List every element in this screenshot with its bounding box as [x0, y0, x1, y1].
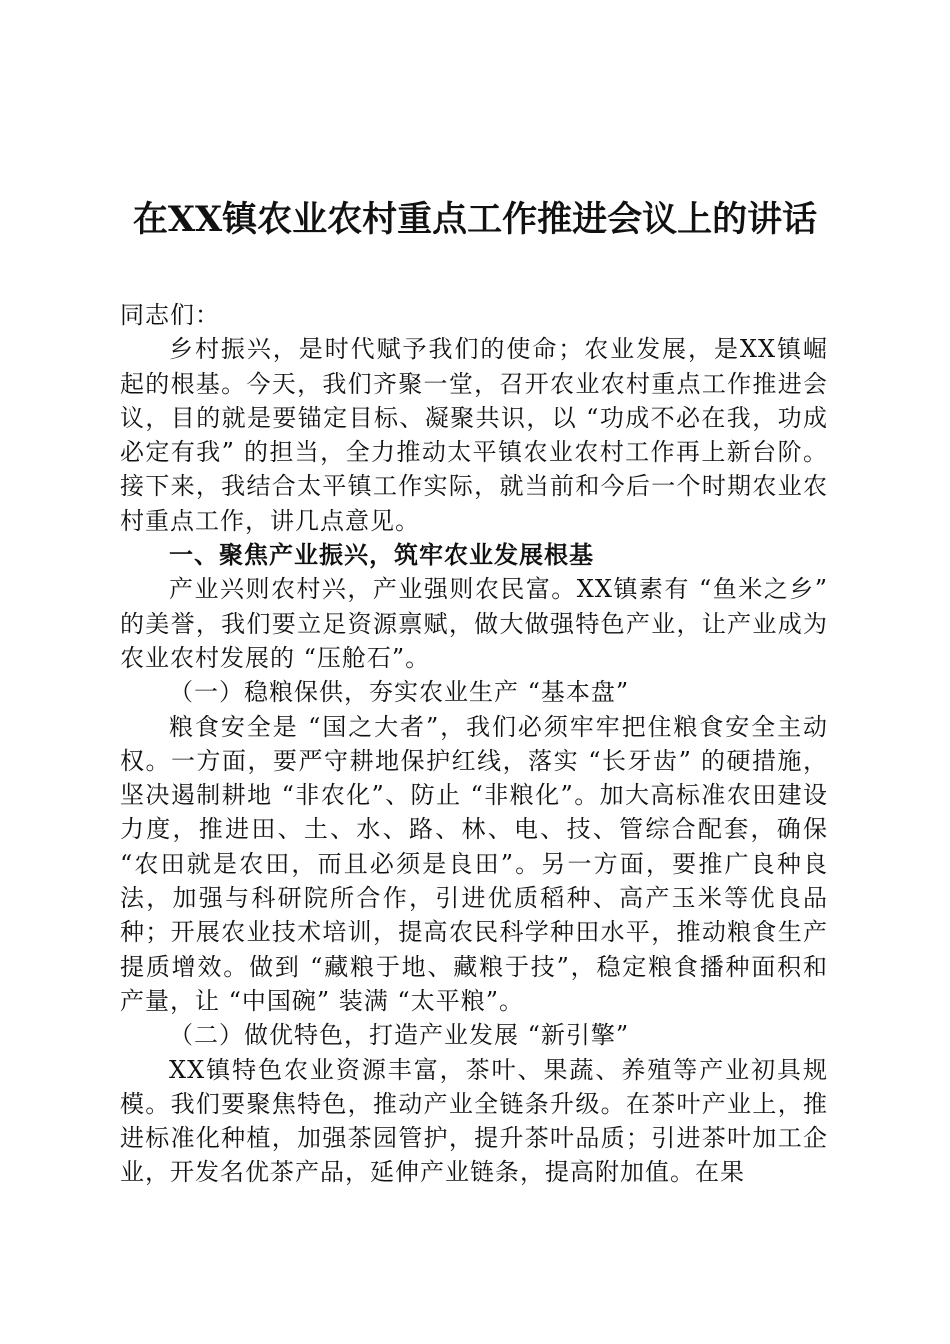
subsection-heading-2: （二）做优特色，打造产业发展 “新引擎” [169, 1021, 630, 1050]
section-heading-1: 一、聚焦产业振兴，筑牢农业发展根基 [169, 540, 594, 570]
document-body [120, 298, 828, 1190]
page-title: 在XX镇农业农村重点工作推进会议上的讲话 [132, 199, 818, 240]
subsection-paragraph-1: 粮食安全是 “国之大者”，我们必须牢牢把住粮食安全主动权。一方面，要严守耕地保护红线，落实 “长牙齿” 的硬措施，坚决遏制耕地 “非农化”、防止 “非粮化”。加大高标准农田建设力度，推进田、土、水、路、林、电、技、管综合配套，确保 “农田就是农田，而且必须是良田”。另一方面，要推广良种良法，加强与科研院所合作，引进优质稻种、高产玉米等优良品种；开展农业技术培训，提高农民科学种田水平，推动粮食生产提质增效。做到 “藏粮于地、藏粮于技”，稳定粮食播种面积和产量，让 “中国碗” 装满 “太平粮”。 [120, 712, 828, 1015]
subsection-heading-1: （一）稳粮保供，夯实农业生产 “基本盘” [169, 678, 630, 707]
section-intro-paragraph: 产业兴则农村兴，产业强则农民富。XX镇素有 “鱼米之乡” 的美誉，我们要立足资源禀赋，做大做强特色产业，让产业成为农业农村发展的 “压舱石”。 [120, 575, 828, 672]
intro-paragraph: 乡村振兴，是时代赋予我们的使命；农业发展，是XX镇崛起的根基。今天，我们齐聚一堂，召开农业农村重点工作推进会议，目的就是要锚定目标、凝聚共识，以 “功成不必在我，功成必定有我” 的担当，全力推动太平镇农业农村工作再上新台阶。接下来，我结合太平镇工作实际，就当前和今后一个时期农业农村重点工作，讲几点意见。 [120, 335, 828, 535]
greeting: 同志们： [120, 301, 220, 329]
subsection-paragraph-2: XX镇特色农业资源丰富，茶叶、果蔬、养殖等产业初具规模。我们要聚焦特色，推动产业全链条升级。在茶叶产业上，推进标准化种植，加强茶园管护，提升茶叶品质；引进茶叶加工企业，开发名优茶产品，延伸产业链条，提高附加值。在果 [120, 1055, 828, 1187]
